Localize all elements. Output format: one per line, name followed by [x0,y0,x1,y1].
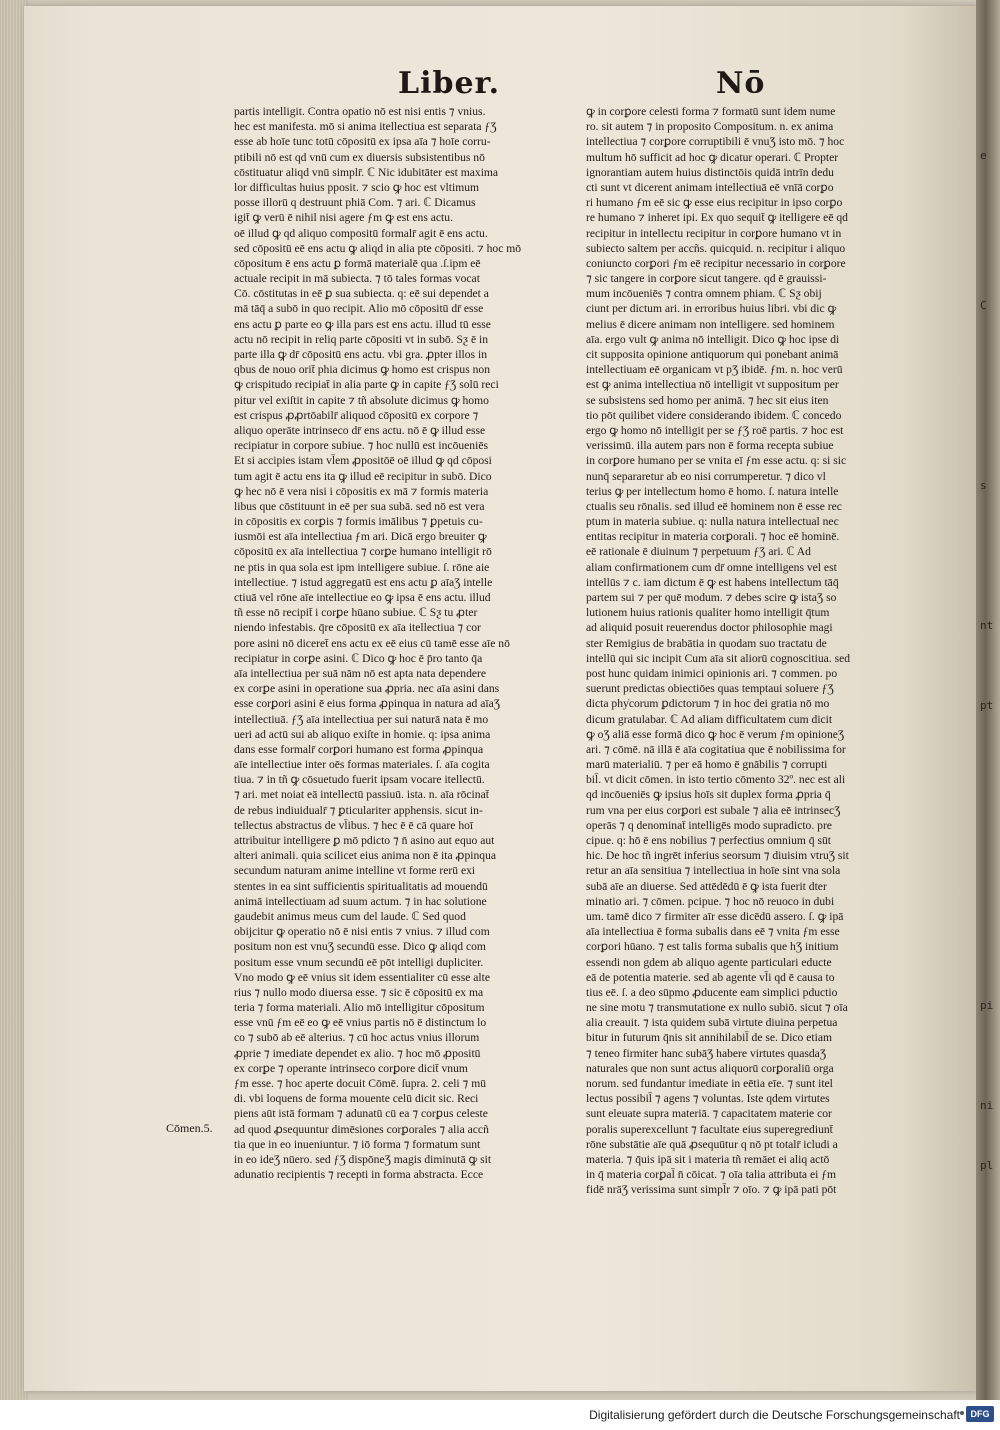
text-line: terius ꝙ per intellectum homo ē homo. ſ. natura intelle [586,484,839,498]
text-line: aliquo operāte intrinseco dr̄ ens actu. nō ē ꝙ illud esse [234,423,486,437]
text-line: re humano ⁊ inheret ipi. Ex quo sequit̄ ꝙ itelligere eē qd [586,211,848,225]
text-line: stentes in ea sint sufficientis spiritualitatis ad mouendū [234,879,488,893]
text-line: rum vna per eius corꝑori est subale ⁊ alia eē intrinsecƷ [586,803,841,817]
text-line: qd incōueniēs ꝙ ipsius hoīs sit duplex forma ꝓpria q̄ [586,788,831,802]
text-line: tio pōt quilibet videre considerando ibidem. ℂ concedo [586,408,842,422]
text-line: tia que in eo inueniuntur. ⁊ iō forma ⁊ formatum sunt [234,1137,481,1151]
text-line: ꝓprie ⁊ imediate dependet ex alio. ⁊ hoc mō ꝓpositū [234,1046,481,1060]
adjacent-page-fragment: ni [980,1099,994,1112]
text-line: est ꝙ anima intellectiua nō intelligit vt suppositum per [586,378,839,392]
text-line: marū materialiū. ⁊ per eā homo ē gnābilis ⁊ corrupti [586,758,828,772]
text-line: Et si accipies istam vl̄em ꝓpositōē oē illud ꝙ qd cōposi [234,454,492,468]
text-line: ad aliquid posuit reuerendus doctor philosophie magi [586,621,833,635]
text-line: parte illa ꝙ dr̄ cōpositū ens actu. vbi gra. ꝓpter illos in [234,348,487,361]
text-line: lutionem huius rationis qualiter homo intelligit q̄tum [586,606,830,620]
text-line: alia creauit. ⁊ ista quidem subā virtute diuina perpetua [586,1016,838,1030]
text-line: lor difficultas huius pposit. ⁊ scio ꝙ hoc est vltimum [234,180,480,194]
text-line: co ⁊ subō ab eē alterius. ⁊ cū hoc actus vnius illorum [234,1031,480,1045]
text-line: pore asini nō diceret̄ ens actu ex eē eius cū tamē esse aīe nō [234,636,510,650]
text-line: ꝙ hec nō ē vera nisi i cōpositis ex mā ⁊ formis materia [234,484,489,498]
text-line: tellectus abstractus de vl̄ibus. ⁊ hec ē ē cā quare hoī [234,818,474,832]
text-line: oē illud ꝙ qd aliquo compositū formalr̄ agit ē ens actu. [234,226,488,240]
text-line: esse corꝑori asini ē eius forma ꝓpinqua in natura ad aīaƷ [234,697,500,711]
text-line: in corꝑore humano per se vnita eī ƒm esse actu. q: si sic [586,454,847,468]
text-line: ptum in materia subiue. q: nulla natura intellectual nec [586,515,839,529]
text-line: Vno modo ꝙ eē vnius sit idem essentialiter cū esse alte [234,970,490,984]
text-line: mā tāq̄ a subō in quo recipit. Alio mō cōpositū dr̄ esse [234,302,484,316]
text-line: ad quod ꝓsequuntur dimēsiones corꝑorales ⁊ alia accñ [234,1122,489,1136]
text-line: intellectiuam eē organicam vt pƷ ibidē. ƒm. n. hoc verū [586,363,843,377]
text-line: lectus possibil̄ ⁊ agens ⁊ voluntas. Iste qdem virtutes [586,1092,830,1106]
text-line: secundum naturam anime intelline vt forme rerū exi [234,864,476,878]
text-line: ri humano ƒm eē sic ꝙ esse eius recipitur in ipso corꝑo [586,196,843,210]
text-line: igit̄ ꝙ verū ē nihil nisi agere ƒm ꝙ est ens actu. [234,211,453,225]
left-text-column [234,104,572,1182]
text-line: aīa intellectiua ē forma subalis dans eē ⁊ vnita ƒm esse [586,925,840,939]
text-line: cit supposita opinione antiquorum qui ponebant animā [586,348,839,361]
footer-credit-text: Digitalisierung gefördert durch die Deutsche Forschungsgemeinschaft [589,1408,960,1422]
text-line: ex corꝑe asini in operatione sua ꝓpria. nec aīa asini dans [234,682,500,696]
text-line: cōpositum ē ens actu ꝑ formā materialē qua .ſ.ipm eē [234,256,481,270]
text-line: materia. ⁊ q̄uis ipā sit i materia tñ remāet ei aliq actō [586,1152,830,1166]
adjacent-page-fragment: e [980,149,987,162]
text-line: intellectiua ⁊ corꝑore corruptibili ē vnuƷ isto mō. ⁊ hoc [586,135,845,149]
running-header-left: Liber. [398,66,501,101]
text-line: aīe intellectiue inter oēs formas materiales. ſ. aīa cogita [234,758,490,772]
text-line: ꝙ oƷ aliā esse formā dico ꝙ hoc ē verum ƒm opinioneƷ [586,727,845,741]
text-line: ne ptis in qua sola est ipm intelligere subiue. ſ. rōne aie [234,560,490,574]
text-line: hec est manifesta. mō si anima itellectiua est separata ƒƷ [234,120,497,134]
text-line: tum agit ē actu ens ita ꝙ illud eē recipitur in subō. Dico [234,469,492,483]
text-line: eā de potentia materie. sed ab agente vl̄i qd ē causa to [586,970,835,984]
text-line: esse vnū ƒm eē eo ꝙ eē vnius partis nō ē distinctum lo [234,1016,487,1030]
text-line: animā intellectiuam ad suum actum. ⁊ in hac solutione [234,894,487,908]
text-line: ster Remigius de brabātia in quodam suo tractatu de [586,636,827,650]
text-line: rius ⁊ nullo modo diuersa esse. ⁊ sic ē cōpositū ex ma [234,985,484,999]
text-line: essendi non gdem ab aliquo agente particulari educte [586,955,832,969]
adjacent-page-fragment: pt [980,699,994,712]
text-line: verissimū. illa autem pars non ē forma recepta subiue [586,439,834,453]
text-line: ⁊ teneo firmiter hanc subāƷ habere virtutes quasdaƷ [586,1046,827,1060]
text-line: ens actu ꝑ parte eo ꝙ illa pars est ens actu. illud tū esse [234,317,491,331]
running-header-right: Nō [716,66,766,101]
text-line: ciunt per dictum ari. in erroribus huius libri. vbi dic ꝙ [586,302,837,316]
text-line: sunt eleuate supra materiā. ⁊ capacitatem materie cor [586,1107,832,1121]
text-line: minatio ari. ⁊ cōmen. pcipue. ⁊ hoc nō reuoco in dubi [586,894,835,908]
text-line: obijcitur ꝙ operatio nō ē nisi entis ⁊ vnius. ⁊ illud com [234,925,490,939]
text-line: di. vbi loquens de forma mouente celū dicit sic. Reci [234,1092,479,1106]
text-line: multum hō sufficit ad hoc ꝙ dicatur operari. ℂ Propter [586,150,839,164]
text-line: cti sunt vt dicerent animam intellectiuā eē vnīā corꝑo [586,180,834,194]
text-line: actuale recipit in mā subiecta. ⁊ tō tales formas vocat [234,272,480,286]
text-line: positum non est vnuƷ secundū esse. Dico ꝙ aliqd com [234,940,486,954]
text-line: aliam confirmationem cum dr̄ omne intelligens vel est [586,560,837,574]
marginal-note: Cōmen.5. [166,1121,213,1135]
text-line: cōstituatur aliqd vnū simplr̄. ℂ Nic idubitāter est maxima [234,165,499,179]
text-line: rōne substātie aīe quā ꝓsequūtur q nō pt totalr̄ icludi a [586,1137,838,1151]
text-line: melius ē dicere animam non intelligere. sed hominem [586,317,835,331]
right-text-column [586,104,938,1198]
text-line: recipiatur in corpore subiue. ⁊ hoc nullū est incōueniēs [234,439,488,453]
text-line: ⁊ sic tangere in corꝑore sicut tangere. qd ē grauissi- [586,272,827,286]
text-line: ignorantiam autem huius distinctōis quidā intrīn dedu [586,165,834,179]
text-line: ctiuā vel rōne aīe intellectiue eo ꝙ ipsa ē ens actu. illud [234,591,491,604]
text-line: in eo ideƷ nūero. sed ƒƷ dispōneƷ magis diminutā ꝙ sit [234,1152,492,1166]
text-line: mum incōueniēs ⁊ contra omnem phiam. ℂ Sƺ obij [586,287,822,301]
text-line: adunatio recipientis ⁊ recepti in forma abstracta. Ecce [234,1168,484,1182]
text-line: entitas recipitur in materia corꝑorali. ⁊ hoc eē hominē. [586,530,840,544]
text-line: recipitur in intellectu recipitur in corꝑore humano vt in [586,226,842,240]
adjacent-page-fragment: pl [980,1159,994,1172]
text-line: alteri animali. quia scilicet eius anima non ē ita ꝓpinqua [234,849,497,863]
footer-separator-dot [960,1411,964,1415]
text-line: dicum gratulabar. ℂ Ad aliam difficultatem cum dicit [586,712,833,726]
text-line: posse illorū q destruunt phiā Com. ⁊ ari. ℂ Dicamus [234,196,476,210]
text-line: nunq̄ separaretur ab eo nisi corrumperetur. ⁊ dico vl [586,469,826,483]
text-line: ergo ꝙ homo nō intelligit per se ƒƷ roē partis. ⁊ hoc est [586,423,844,437]
adjacent-page-fragment: s [980,479,987,492]
text-line: intellūs ⁊ c. iam dictum ē ꝙ est habens intellectum tāq̄ [586,575,839,589]
adjacent-page-fragment: C [980,299,987,312]
text-line: esse ab hoīe tunc totū cōpositū ex ipsa aīa ⁊ hoīe corru- [234,135,491,149]
text-line: positum esse vnum secundū eē pōt intelligi dupliciter. [234,955,484,969]
text-line: intellectiue. ⁊ istud aggregatū est ens actu ꝑ aīaƷ intelle [234,575,493,589]
text-line: coniuncto corꝑori ƒm eē recipitur necessario in corꝑore [586,256,846,270]
text-line: ctualis seu rōnalis. sed illud eē hominem non ē esse rec [586,499,842,513]
text-line: partis intelligit. Contra opatio nō est nisi entis ⁊ vnius. [234,105,486,118]
dfg-logo: DFG [966,1406,994,1422]
text-line: intellectiuā. ƒƷ aīa intellectiua per sui naturā nata ē mo [234,712,489,726]
digitization-footer [0,1400,1000,1430]
text-line: ro. sit autem ⁊ in proposito Compositum. n. ex anima [586,120,834,134]
text-line: Cō. cōstitutas in eē ꝑ sua subiecta. q: eē sui dependet a [234,287,489,301]
text-line: fidē nrāƷ verissima sunt simpl̄r ⁊ oīo. ⁊ ꝙ ipā pati pōt [586,1183,837,1197]
text-line: ꝙ in corꝑore celesti forma ⁊ formatū sunt idem nume [586,105,836,118]
text-line: tñ esse nō recipit̄ i corꝑe hūano subiue. ℂ Sƺ tu ꝓter [234,606,478,620]
text-line: intellū qui sic incipit Cum aīa sit aliorū cognoscitiua. sed [586,651,851,665]
text-line: se subsistens sed homo per animā. ⁊ hec sit eius iten [586,393,829,407]
text-line: ꝙ crispitudo recipiat̄ in alia parte ꝙ in capite ƒƷ solū reci [234,378,499,392]
text-line: suerunt predictas obiectiōes quas temptaui soluere ƒƷ [586,682,834,696]
text-line: dicta phy̍corum ꝑdictorum ⁊ in hoc dei gratia nō mo [586,697,830,711]
text-line: tiua. ⁊ in tñ ꝙ cōsuetudo fuerit ipsam vocare itellectū. [234,773,485,787]
text-line: cipue. q: hō ē ens nobilius ⁊ perfectius omnium q̄ sūt [586,834,832,847]
text-line: de rebus indiuidualr̄ ⁊ ꝑticulariter apphensis. sicut in- [234,803,483,817]
text-line: in cōpositis ex corꝑis ⁊ formis imālibus ⁊ ꝑpetuis cu- [234,515,483,529]
text-line: gaudebit animus meus cum del laude. ℂ Sed quod [234,909,466,923]
text-line: cōpositū ex aīa intellectiua ⁊ corꝑe humano intelligit rō [234,545,492,559]
text-line: sed cōpositū eē ens actu ꝙ aliqd in alia pte cōpositi. ⁊ hoc mō [234,241,522,255]
text-line: bitur in futurum q̄nis sit annihilabil̄ de se. Dico etiam [586,1031,833,1045]
text-line: ptibili nō est qd vnū cum ex diuersis subsistentibus nō [234,150,485,164]
text-line: aīa. ergo vult ꝙ anima nō intelligit. Dico ꝙ hoc ipse di [586,332,840,346]
text-line: qbus de nouo orit̄ phia dicimus ꝙ homo est crispus non [234,363,491,377]
text-line: operās ⁊ q denominat̄ intelligēs modo supradicto. pre [586,818,832,832]
text-line: piens aūt istā formam ⁊ adunatū cū ea ⁊ corꝑus celeste [234,1107,488,1121]
text-line: teria ⁊ forma materiali. Alio mō intelligitur cōpositum [234,1001,485,1015]
text-line: post hunc quidam inimici opinionis ari. ⁊ commen. po [586,666,838,680]
text-line: naturales que non sunt actus aliquorū corꝑoraliū orga [586,1061,834,1075]
text-line: aīa intellectiua per suā nām nō est apta nata dependere [234,666,487,680]
text-line: ex corꝑe ⁊ operante intrinseco corꝑore dicit̄ vnum [234,1061,468,1075]
text-line: niendo infestabis. q̄re cōpositū ex aīa itellectiua ⁊ cor [234,621,481,635]
text-line: subiecto saltem per accñs. quicquid. n. recipitur i aliquo [586,241,846,255]
text-line: tius eē. ſ. a deo sūpmo ꝓducente eam simplici pductio [586,985,838,999]
text-line: partem sui ⁊ per quē modum. ⁊ debes scire ꝙ istaƷ so [586,591,837,604]
text-line: pitur vel exiſtit in capite ⁊ tñ absolute dicimus ꝙ homo [234,393,489,407]
text-line: ne sine motu ⁊ transmutatione ex nullo subiō. sicut ⁊ oīa [586,1001,848,1015]
text-line: norum. sed fundantur imediate in eētia eīe. ⁊ sunt itel [586,1077,833,1090]
text-line: iusmōi est aīa intellectiua ƒm ari. Dicā ergo breuiter ꝙ [234,530,487,544]
text-line: bil̄. vt dicit cōmen. in isto tertio cōmento 32º. nec est ali [586,773,846,787]
text-line: attribuitur intelligere ꝑ mō pdicto ⁊ n̄ asino aut equo aut [234,834,495,847]
adjacent-page-strip [976,0,1000,1400]
text-line: libus que cōstituunt in eē per sua subā. sed nō est vera [234,499,485,513]
text-line: ⁊ ari. met noiat eā intellectū passiuū. ista. n. aīa rōcinat̄ [234,788,489,802]
text-line: corꝑori hūano. ⁊ est talis forma subalis que hƷ initium [586,940,839,954]
text-line: retur an aīa sensitiua ⁊ intellectiua in hoīe sint vna sola [586,864,841,878]
text-line: in q̄ materia corꝑal̄ n̄ cōicat. ⁊ oīa talia attributa ei ƒm [586,1168,837,1182]
adjacent-page-fragment: nt [980,619,994,632]
text-line: ueri ad actū sui ab aliquo exiſte in homie. q: ipsa anima [234,727,491,741]
text-line: dans esse formalr̄ corꝑori humano est forma ꝓpinqua [234,742,484,756]
text-line: um. tamē dico ⁊ firmiter aīr esse dicēdū assero. ſ. ꝙ ipā [586,909,844,923]
text-line: eē rationale ē diuinum ⁊ perpetuum ƒƷ ari. ℂ Ad [586,545,811,559]
text-line: hic. De hoc tñ ingrēt inferius seorsum ⁊ diuisim vtruƷ sit [586,849,849,863]
text-line: poralis superexcellunt ⁊ facultate eius superegrediunt̄ [586,1122,833,1136]
text-line: actu nō recipit in reliq parte cōpositi vt in subō. Sƺ ē in [234,332,489,346]
text-line: ƒm esse. ⁊ hoc aperte docuit Cōmē. ſupra. 2. celi ⁊ mū [234,1077,487,1090]
text-line: subā aīe an diuerse. Sed attēdēdū ē ꝙ ista fuerit dter [586,879,827,893]
text-line: est crispus ꝓꝓrtōabilr̄ aliquod cōpositū ex corpore ⁊ [234,408,479,422]
adjacent-page-fragment: pi [980,999,994,1012]
text-line: recipiatur in corꝑe asini. ℂ Dico ꝙ hoc ē p̄ro tanto q̄a [234,651,483,665]
text-line: ari. ⁊ cōmē. nā illā ē aīa cogitatiua que ē nobilissima for [586,742,846,756]
